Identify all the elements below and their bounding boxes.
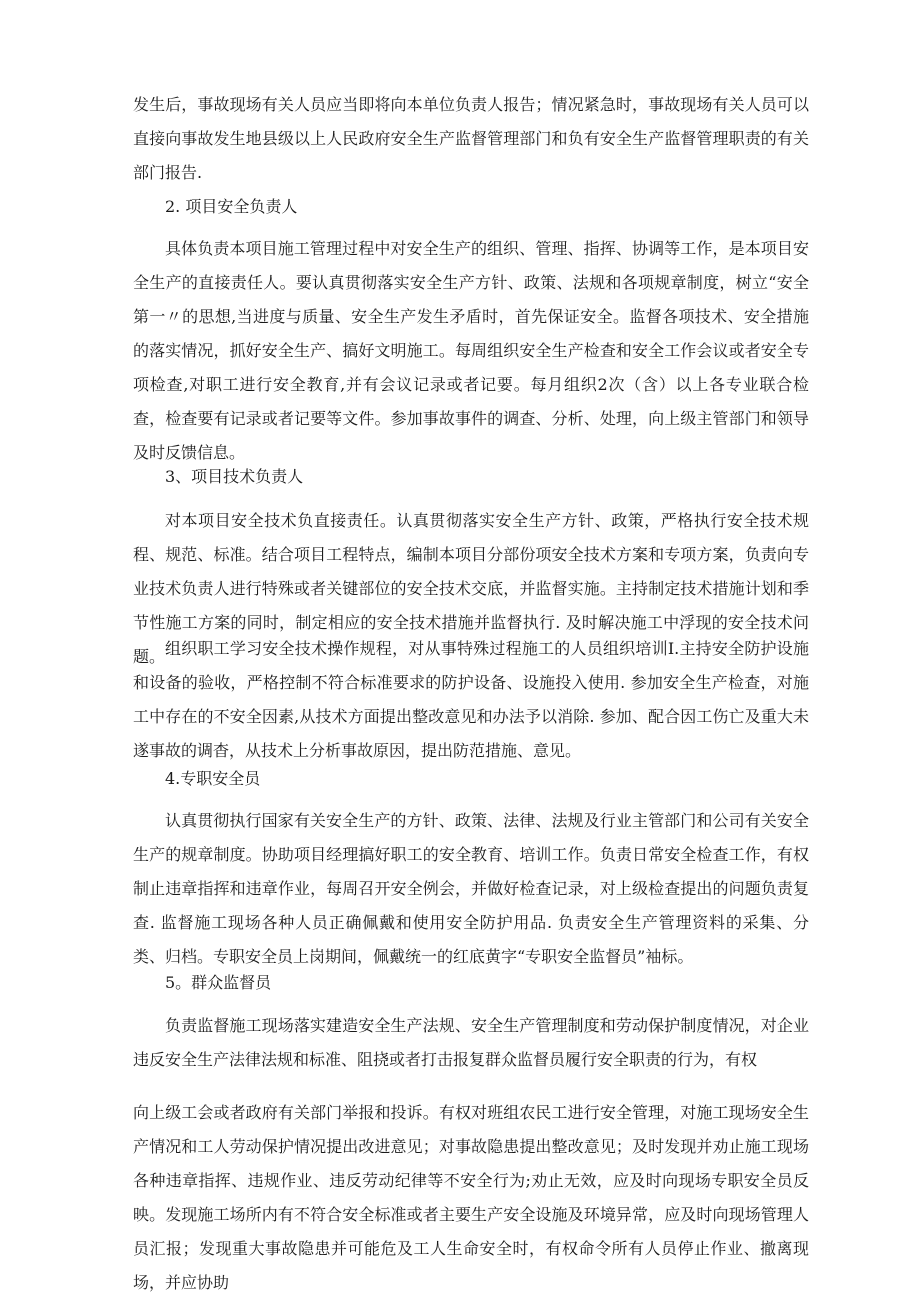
paragraph-mass-supervisor-part1: 负责监督施工现场落实建造安全生产法规、安全生产管理制度和劳动保护制度情况，对企业违反安全生产法律法规和标准、阻挠或者打击报复群众监督员履行安全职责的行为，有权 [133,1016,809,1069]
section-heading-technical-lead: 3、项目技术负责人 [165,467,304,486]
section-heading-safety-officer: 4.专职安全员 [165,769,261,788]
intro-paragraph: 发生后，事故现场有关人员应当即将向本单位负责人报告；情况紧急时，事故现场有关人员可以直接向事故发生地县级以上人民政府安全生产监督管理部门和负有安全生产监督管理职责的有关部门报告. [133,95,809,182]
section-heading-project-safety-lead: 2. 项目安全负责人 [165,197,298,216]
paragraph-safety-officer: 认真贯彻执行国家有关安全生产的方针、政策、法律、法规及行业主管部门和公司有关安全生产的规章制度。协助项目经理搞好职工的安全教育、培训工作。负责日常安全检查工作，有权制止违章指挥和违章作业，每周召开安全例会，并做好检查记录，对上级检查提出的问题负责复查. 监督施工现场各种人员正确佩戴和使用安全防护用品. 负责安全生产管理资料的采集、分类、归档。专职安全员上岗期间，佩戴统一的红底黄字“专职安全监督员”袖标。 [133,811,809,966]
section-heading-mass-supervisor: 5。群众监督员 [165,973,272,992]
paragraph-project-safety-lead: 具体负责本项目施工管理过程中对安全生产的组织、管理、指挥、协调等工作，是本项目安全生产的直接责任人。要认真贯彻落实安全生产方针、政策、法规和各项规章制度，树立“安全第一〃的思想,当进度与质量、安全生产发生矛盾时，首先保证安全。监督各项技术、安全措施的落实情况，抓好安全生产、搞好文明施工。每周组织安全生产检查和安全工作会议或者安全专项检查,对职工进行安全教育,并有会议记录或者记要。每月组织2次（含）以上各专业联合检查，检查要有记录或者记要等文件。参加事故事件的调查、分析、处理，向上级主管部门和领导及时反馈信息。 [133,239,809,462]
paragraph-technical-lead-training: 组织职工学习安全技术操作规程，对从事特殊过程施工的人员组织培训I.主持安全防护设施和设备的验收，严格控制不符合标准要求的防护设备、设施投入使用. 参加安全生产检查，对施工中存在的不安全因素,从技术方面提出整改意见和办法予以消除. 参加、配合因工伤亡及重大未遂事故的调杳，从技术上分析事故原因，提出防范措施、意见。 [133,639,809,760]
paragraph-mass-supervisor-part2: 向上级工会或者政府有关部门举报和投诉。有权对班组农民工进行安全管理，对施工现场安全生产情况和工人劳动保护情况提出改进意见；对事故隐患提出整改意见；及时发现并劝止施工现场各种违章指挥、违规作业、违反劳动纪律等不安全行为;劝止无效，应及时向现场专职安全员反映。发现施工场所内有不符合安全标准或者主要生产安全设施及环境异常，应及时向现场管理人员汇报；发现重大事故隐患并可能危及工人生命安全时，有权命令所有人员停止作业、撤离现场，并应协助 [133,1103,809,1292]
paragraph-technical-lead-duties: 对本项目安全技术负直接责任。认真贯彻落实安全生产方针、政策，严格执行安全技术规程、规范、标准。结合项目工程特点，编制本项目分部份项安全技术方案和专项方案，负责向专业技术负责人进行特殊或者关键部位的安全技术交底，并监督实施。主持制定技术措施计划和季节性施工方案的同时，制定相应的安全技术措施并监督执行. 及时解决施工中浮现的安全技术问题。 [133,511,809,666]
